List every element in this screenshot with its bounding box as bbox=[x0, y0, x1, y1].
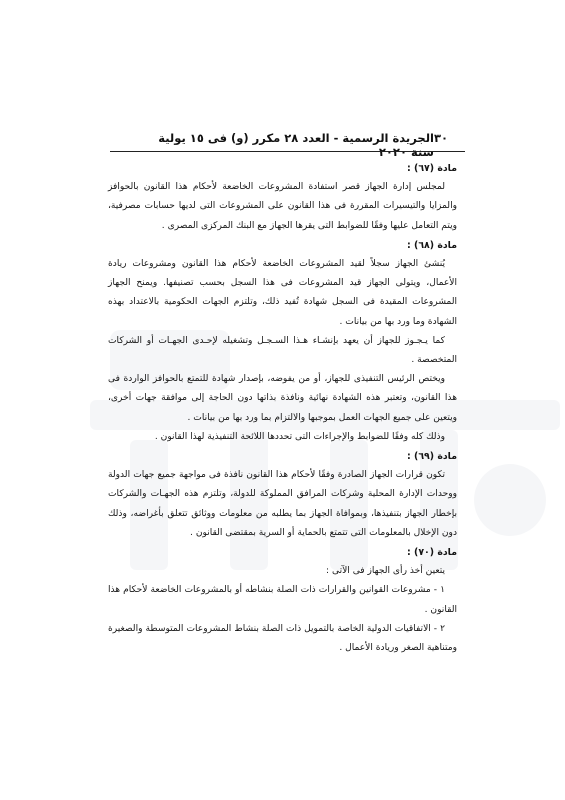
article-paragraph: يُنشئ الجهاز سجلاً لقيد المشروعات الخاضعة لأحكام هذا القانون ومشروعات ريادة الأعمال، ويتولى الجهاز قيد المشروعات فى هذا السجل بحسب تصنيفها. ويمنح الجهاز المشروعات المقيدة فى السجل شهادة تُفيد ذلك، وتلتزم الجهات الحكومية بالاعتداد بهذه الشهادة وما ورد بها من بيانات . bbox=[108, 259, 457, 327]
document-body bbox=[108, 159, 457, 658]
list-item: ٢ - الاتفاقيات الدولية الخاصة بالتمويل ذات الصلة بنشاط المشروعات المتوسطة والصغيرة ومتناهية الصغر وريادة الأعمال . bbox=[108, 623, 457, 654]
list-item: ١ - مشروعات القوانين والقرارات ذات الصلة بنشاطه أو بالمشروعات الخاضعة لأحكام هذا القانون . bbox=[108, 585, 457, 615]
article-paragraph: كما يـجـوز للجهاز أن يعهد بإنشـاء هـذا السـجـل وتشغيله لإحـدى الجهـات أو الشركات المتخصصة . bbox=[108, 335, 457, 366]
page-header bbox=[150, 131, 448, 159]
article-68 bbox=[108, 236, 457, 447]
article-paragraph: وذلك كله وفقًا للضوابط والإجراءات التى تحددها اللائحة التنفيذية لهذا القانون . bbox=[154, 431, 445, 442]
article-heading: مادة (٦٨) : bbox=[407, 239, 457, 251]
article-heading: مادة (٧٠) : bbox=[407, 547, 457, 559]
article-67 bbox=[108, 159, 457, 236]
article-69 bbox=[108, 447, 457, 543]
article-paragraph: لمجلس إدارة الجهاز قصر استفادة المشروعات الخاضعة لأحكام هذا القانون بالحوافز والمزايا والتيسيرات المقررة فى هذا القانون على المشروعات التى لديها حسابات مصرفية، ويتم التعامل عليها وفقًا للضوابط التى يقرها الجهاز مع البنك المركزى المصرى . bbox=[108, 182, 457, 231]
article-paragraph: يتعين أخذ رأى الجهاز فى الآتى : bbox=[326, 566, 445, 577]
gazette-title: الجريدة الرسمية - العدد ٢٨ مكرر (و) فى ١٥ يولية سنة ٢٠٢٠ bbox=[158, 131, 434, 159]
article-paragraph: تكون قرارات الجهاز الصادرة وفقًا لأحكام هذا القانون نافذة فى مواجهة جميع جهات الدولة ووحدات الإدارة المحلية وشركات المرافق المملوكة للدولة، وتلتزم هذه الجهـات والشركات بإخطار الجهاز بتنفيذها، وبموافاة الجهاز بما يطلبه من معلومات ووثائق تتعلق بأغراضه، وذلك دون الإخلال بالمعلومات التى تتمتع بالحماية أو السرية بمقتضى القانون . bbox=[108, 470, 457, 538]
header-divider bbox=[110, 151, 465, 152]
article-paragraph: ويختص الرئيس التنفيذى للجهاز، أو من يفوضه، بإصدار شهادة للتمتع بالحوافز الواردة فى هذا القانون، وتعتبر هذه الشهادة نهائية ونافذة بذاتها دون الحاجة إلى موافقة جهات أخرى، ويتعين على جميع الجهات العمل بموجبها والالتزام بما ورد بها من بيانات . bbox=[108, 374, 457, 423]
article-70 bbox=[108, 543, 457, 658]
page-number: ٣٠ bbox=[433, 131, 448, 145]
article-heading: مادة (٦٧) : bbox=[407, 163, 457, 174]
article-heading: مادة (٦٩) : bbox=[407, 451, 457, 463]
